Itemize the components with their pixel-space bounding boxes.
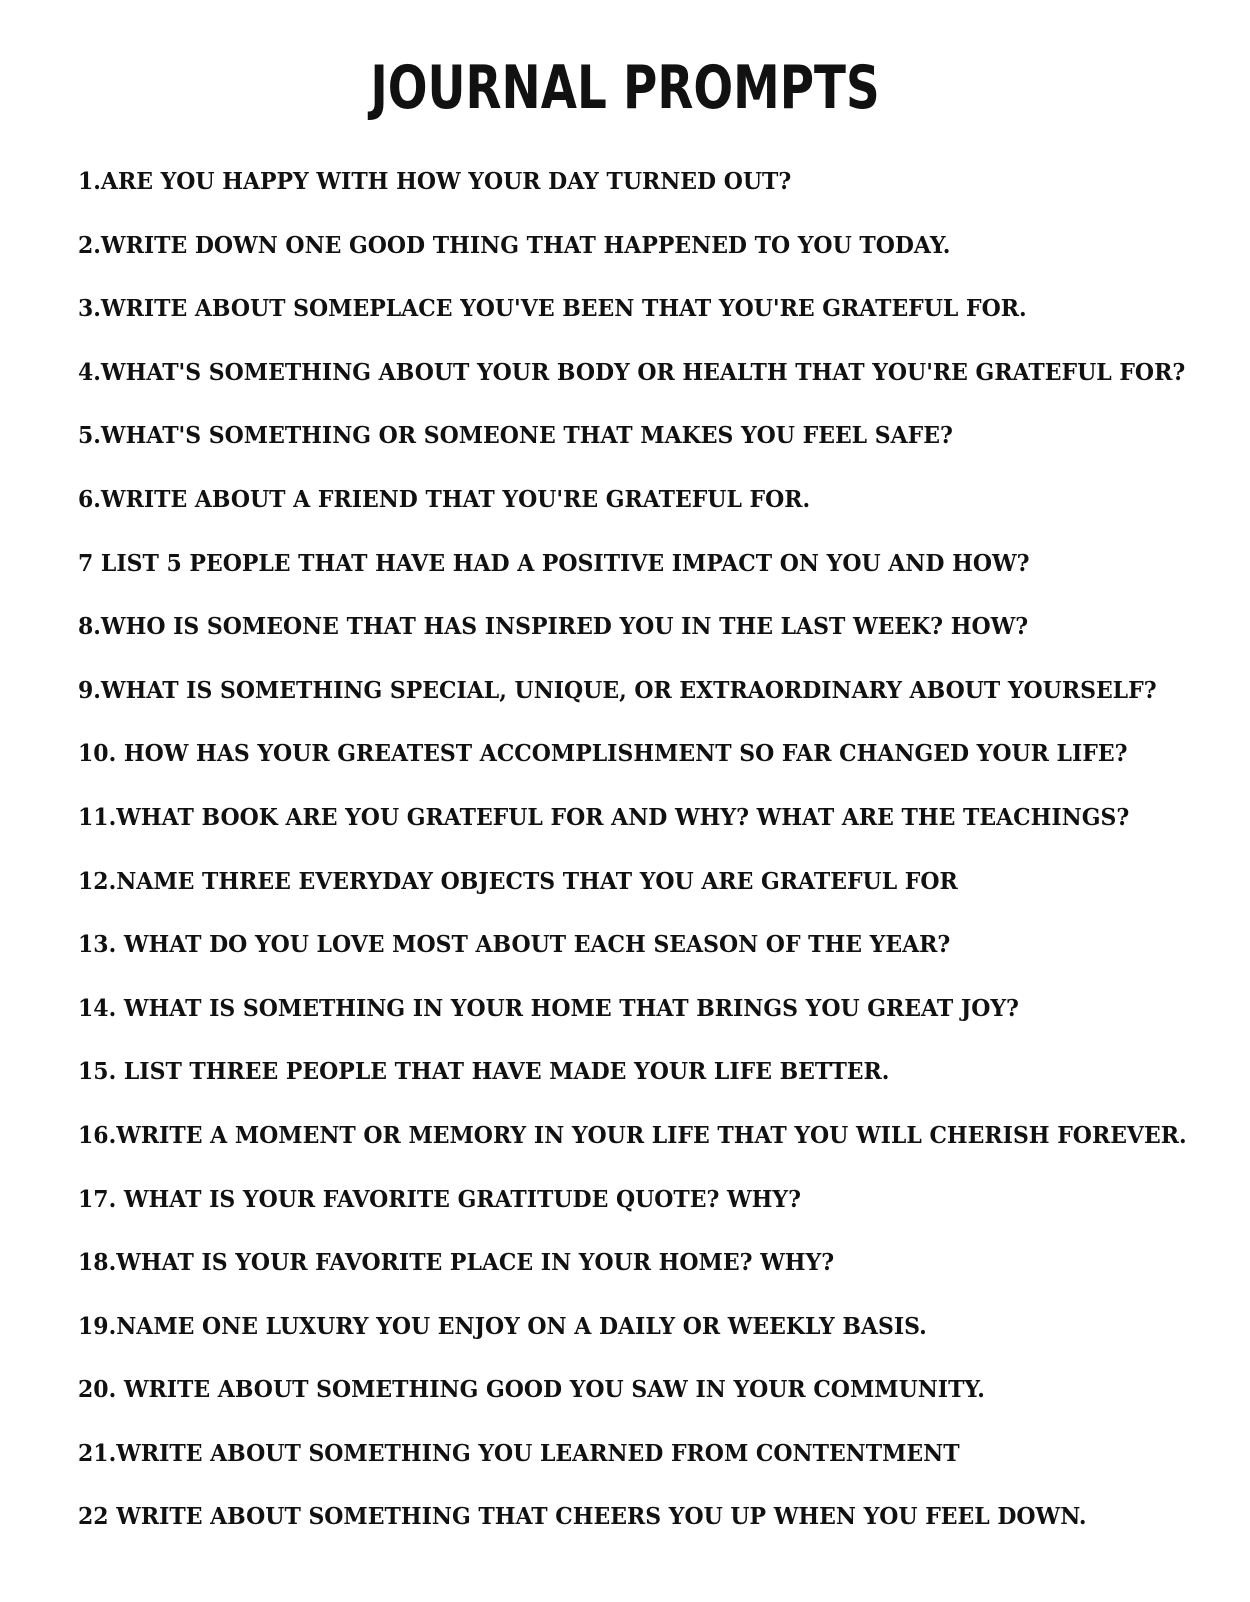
prompt-item: 1.ARE YOU HAPPY WITH HOW YOUR DAY TURNED OUT? xyxy=(78,168,792,195)
prompt-item: 12.NAME THREE EVERYDAY OBJECTS THAT YOU ARE GRATEFUL FOR xyxy=(78,867,958,895)
prompt-item: 19.NAME ONE LUXURY YOU ENJOY ON A DAILY OR WEEKLY BASIS. xyxy=(78,1312,927,1340)
page-title: JOURNAL PROMPTS xyxy=(370,53,880,123)
prompt-item: 13. WHAT DO YOU LOVE MOST ABOUT EACH SEASON OF THE YEAR? xyxy=(78,931,951,959)
prompt-item: 5.WHAT'S SOMETHING OR SOMEONE THAT MAKES YOU FEEL SAFE? xyxy=(78,422,953,450)
prompt-item: 11.WHAT BOOK ARE YOU GRATEFUL FOR AND WHY? WHAT ARE THE TEACHINGS? xyxy=(78,803,1130,831)
prompt-item: 10. HOW HAS YOUR GREATEST ACCOMPLISHMENT SO FAR CHANGED YOUR LIFE? xyxy=(78,740,1128,768)
prompt-item: 18.WHAT IS YOUR FAVORITE PLACE IN YOUR HOME? WHY? xyxy=(78,1249,835,1277)
prompt-item: 9.WHAT IS SOMETHING SPECIAL, UNIQUE, OR EXTRAORDINARY ABOUT YOURSELF? xyxy=(78,676,1157,704)
prompt-item: 8.WHO IS SOMEONE THAT HAS INSPIRED YOU IN THE LAST WEEK? HOW? xyxy=(78,613,1029,641)
prompt-item: 20. WRITE ABOUT SOMETHING GOOD YOU SAW IN YOUR COMMUNITY. xyxy=(78,1376,985,1404)
prompt-item: 17. WHAT IS YOUR FAVORITE GRATITUDE QUOTE? WHY? xyxy=(78,1185,801,1213)
prompt-item: 16.WRITE A MOMENT OR MEMORY IN YOUR LIFE THAT YOU WILL CHERISH FOREVER. xyxy=(78,1121,1187,1149)
prompt-item: 21.WRITE ABOUT SOMETHING YOU LEARNED FROM CONTENTMENT xyxy=(78,1439,960,1467)
prompt-item: 22 WRITE ABOUT SOMETHING THAT CHEERS YOU UP WHEN YOU FEEL DOWN. xyxy=(78,1503,1087,1531)
prompt-item: 7 LIST 5 PEOPLE THAT HAVE HAD A POSITIVE IMPACT ON YOU AND HOW? xyxy=(78,549,1030,577)
prompt-item: 15. LIST THREE PEOPLE THAT HAVE MADE YOUR LIFE BETTER. xyxy=(78,1058,890,1086)
prompt-item: 4.WHAT'S SOMETHING ABOUT YOUR BODY OR HEALTH THAT YOU'RE GRATEFUL FOR? xyxy=(78,358,1186,386)
prompt-list xyxy=(78,150,1238,1549)
prompt-item: 3.WRITE ABOUT SOMEPLACE YOU'VE BEEN THAT YOU'RE GRATEFUL FOR. xyxy=(78,295,1027,323)
prompt-item: 14. WHAT IS SOMETHING IN YOUR HOME THAT BRINGS YOU GREAT JOY? xyxy=(78,994,1019,1022)
prompt-item: 6.WRITE ABOUT A FRIEND THAT YOU'RE GRATEFUL FOR. xyxy=(78,485,811,513)
prompt-item: 2.WRITE DOWN ONE GOOD THING THAT HAPPENED TO YOU TODAY. xyxy=(78,231,951,259)
